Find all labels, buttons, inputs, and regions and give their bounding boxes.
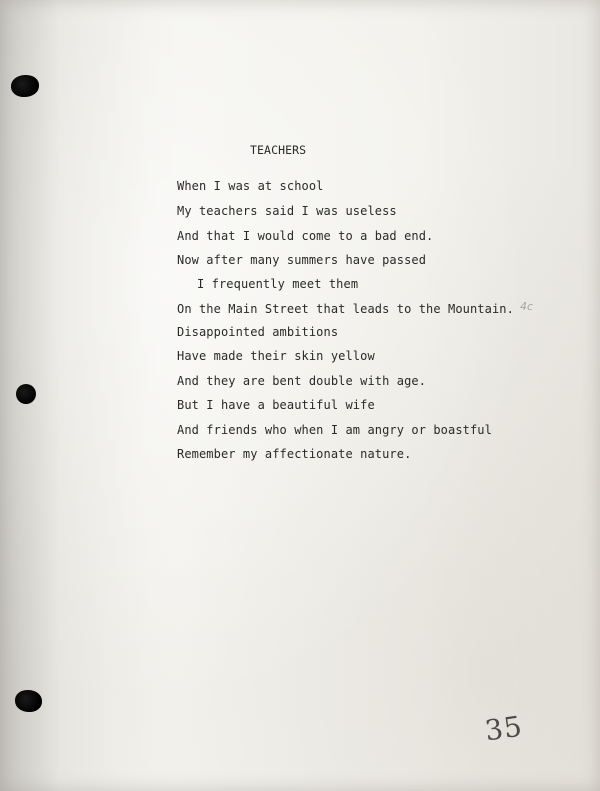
pencil-margin-note: 4c bbox=[520, 300, 534, 313]
poem-line-5: I frequently meet them bbox=[197, 277, 359, 291]
punch-hole-top bbox=[11, 75, 39, 97]
poem-line-1: When I was at school bbox=[177, 179, 324, 193]
poem-line-6: On the Main Street that leads to the Mountain. bbox=[177, 302, 514, 316]
poem-line-4: Now after many summers have passed bbox=[177, 253, 427, 267]
poem-line-3: And that I would come to a bad end. bbox=[177, 229, 434, 243]
poem-line-11: And friends who when I am angry or boastful bbox=[177, 423, 492, 437]
poem-line-12: Remember my affectionate nature. bbox=[177, 447, 412, 461]
handwritten-page-number: 35 bbox=[482, 709, 525, 748]
poem-line-7: Disappointed ambitions bbox=[177, 325, 339, 339]
poem-line-10: But I have a beautiful wife bbox=[177, 398, 375, 412]
poem-title: TEACHERS bbox=[250, 143, 307, 157]
poem-line-2: My teachers said I was useless bbox=[177, 204, 397, 218]
poem-line-9: And they are bent double with age. bbox=[177, 374, 427, 388]
punch-hole-bottom bbox=[15, 690, 42, 712]
poem-line-8: Have made their skin yellow bbox=[177, 349, 375, 363]
punch-hole-middle bbox=[16, 384, 36, 404]
